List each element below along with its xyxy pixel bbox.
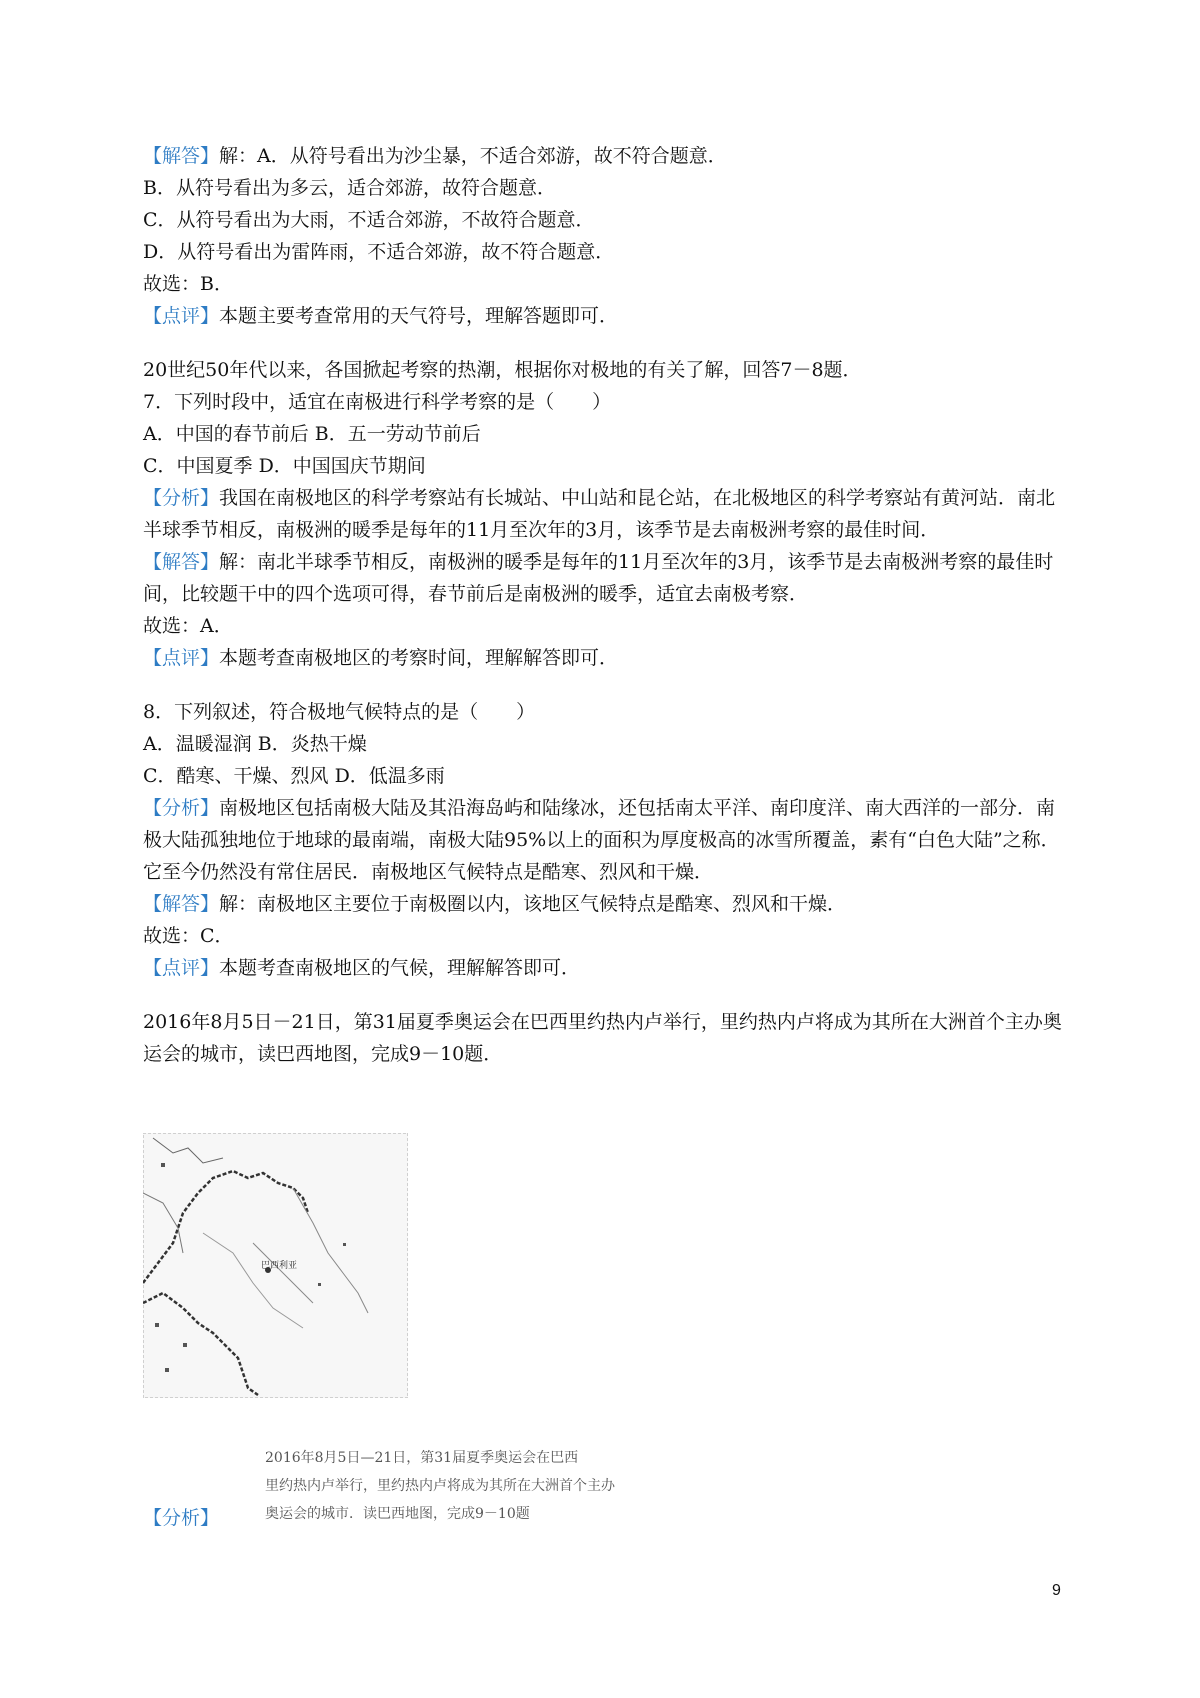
q7-stem: 7．下列时段中，适宜在南极进行科学考察的是（ ）	[143, 391, 612, 413]
bottom-analysis-tag: 【分析】	[143, 1507, 220, 1529]
solution-tag: 【解答】	[143, 551, 220, 573]
solution-tag: 【解答】	[143, 893, 220, 915]
q8-answer: 故选：C．	[143, 925, 234, 947]
map-city-label: 巴西利亚	[261, 1261, 298, 1271]
caption-image-text: 2016年8月5日—21日，第31届夏季奥运会在巴西 里约热内卢举行，里约热内卢将成为其所在大洲首个主办 奥运会的城市．读巴西地图，完成9－10题	[265, 1450, 615, 1522]
q8-options-cd: C．酷寒、干燥、烈风 D．低温多雨	[143, 765, 445, 787]
q8-stem: 8．下列叙述，符合极地气候特点的是（ ）	[143, 701, 536, 723]
page-content	[143, 140, 1063, 1070]
q8-options-ab: A．温暖湿润 B．炎热干燥	[143, 733, 367, 755]
review-tag: 【点评】	[143, 305, 220, 327]
q7-options-cd: C．中国夏季 D．中国国庆节期间	[143, 455, 426, 477]
q6-solution-line1: 【解答】解：A．从符号看出为沙尘暴，不适合郊游，故不符合题意．	[143, 145, 727, 167]
page-number: 9	[1052, 1582, 1061, 1599]
solution-tag: 【解答】	[143, 145, 220, 167]
review-tag: 【点评】	[143, 647, 220, 669]
q6-answer: 故选：B．	[143, 273, 233, 295]
analysis-tag: 【分析】	[143, 487, 220, 509]
q6-solution-line3: C．从符号看出为大雨，不适合郊游，不故符合题意．	[143, 209, 595, 231]
q6-solution-line2: B．从符号看出为多云，适合郊游，故符合题意．	[143, 177, 556, 199]
q8-solution: 【解答】解：南极地区主要位于南极圈以内，该地区气候特点是酷寒、烈风和干燥．	[143, 893, 847, 915]
intro-7-8: 20世纪50年代以来，各国掀起考察的热潮，根据你对极地的有关了解，回答7－8题．	[143, 359, 862, 381]
analysis-tag: 【分析】	[143, 797, 220, 819]
q7-analysis: 【分析】我国在南极地区的科学考察站有长城站、中山站和昆仑站，在北极地区的科学考察站有黄河站．南北半球季节相反，南极洲的暖季是每年的11月至次年的3月，该季节是去南极洲考察的最佳时间．	[143, 487, 1056, 541]
q7-review: 【点评】本题考查南极地区的考察时间，理解解答即可．	[143, 647, 619, 669]
review-tag: 【点评】	[143, 957, 220, 979]
q6-solution-line4: D．从符号看出为雷阵雨，不适合郊游，故不符合题意．	[143, 241, 615, 263]
brazil-map-figure	[143, 1133, 408, 1398]
q7-options-ab: A．中国的春节前后 B．五一劳动节前后	[143, 423, 481, 445]
q7-solution: 【解答】解：南北半球季节相反，南极洲的暖季是每年的11月至次年的3月，该季节是去南极洲考察的最佳时间，比较题干中的四个选项可得，春节前后是南极洲的暖季，适宜去南极考察．	[143, 551, 1054, 605]
q6-review: 【点评】本题主要考查常用的天气符号，理解答题即可．	[143, 305, 619, 327]
q8-review: 【点评】本题考查南极地区的气候，理解解答即可．	[143, 957, 581, 979]
intro-9-10: 2016年8月5日－21日，第31届夏季奥运会在巴西里约热内卢举行，里约热内卢将成为其所在大洲首个主办奥运会的城市，读巴西地图，完成9－10题．	[143, 1011, 1062, 1065]
q7-answer: 故选：A．	[143, 615, 233, 637]
brazil-map-image	[143, 1133, 408, 1398]
q8-analysis: 【分析】南极地区包括南极大陆及其沿海岛屿和陆缘冰，还包括南太平洋、南印度洋、南大西洋的一部分．南极大陆孤独地位于地球的最南端，南极大陆95%以上的面积为厚度极高的冰雪所覆盖，素有“白色大陆”之称．它至今仍然没有常住居民．南极地区气候特点是酷寒、烈风和干燥．	[143, 797, 1060, 883]
